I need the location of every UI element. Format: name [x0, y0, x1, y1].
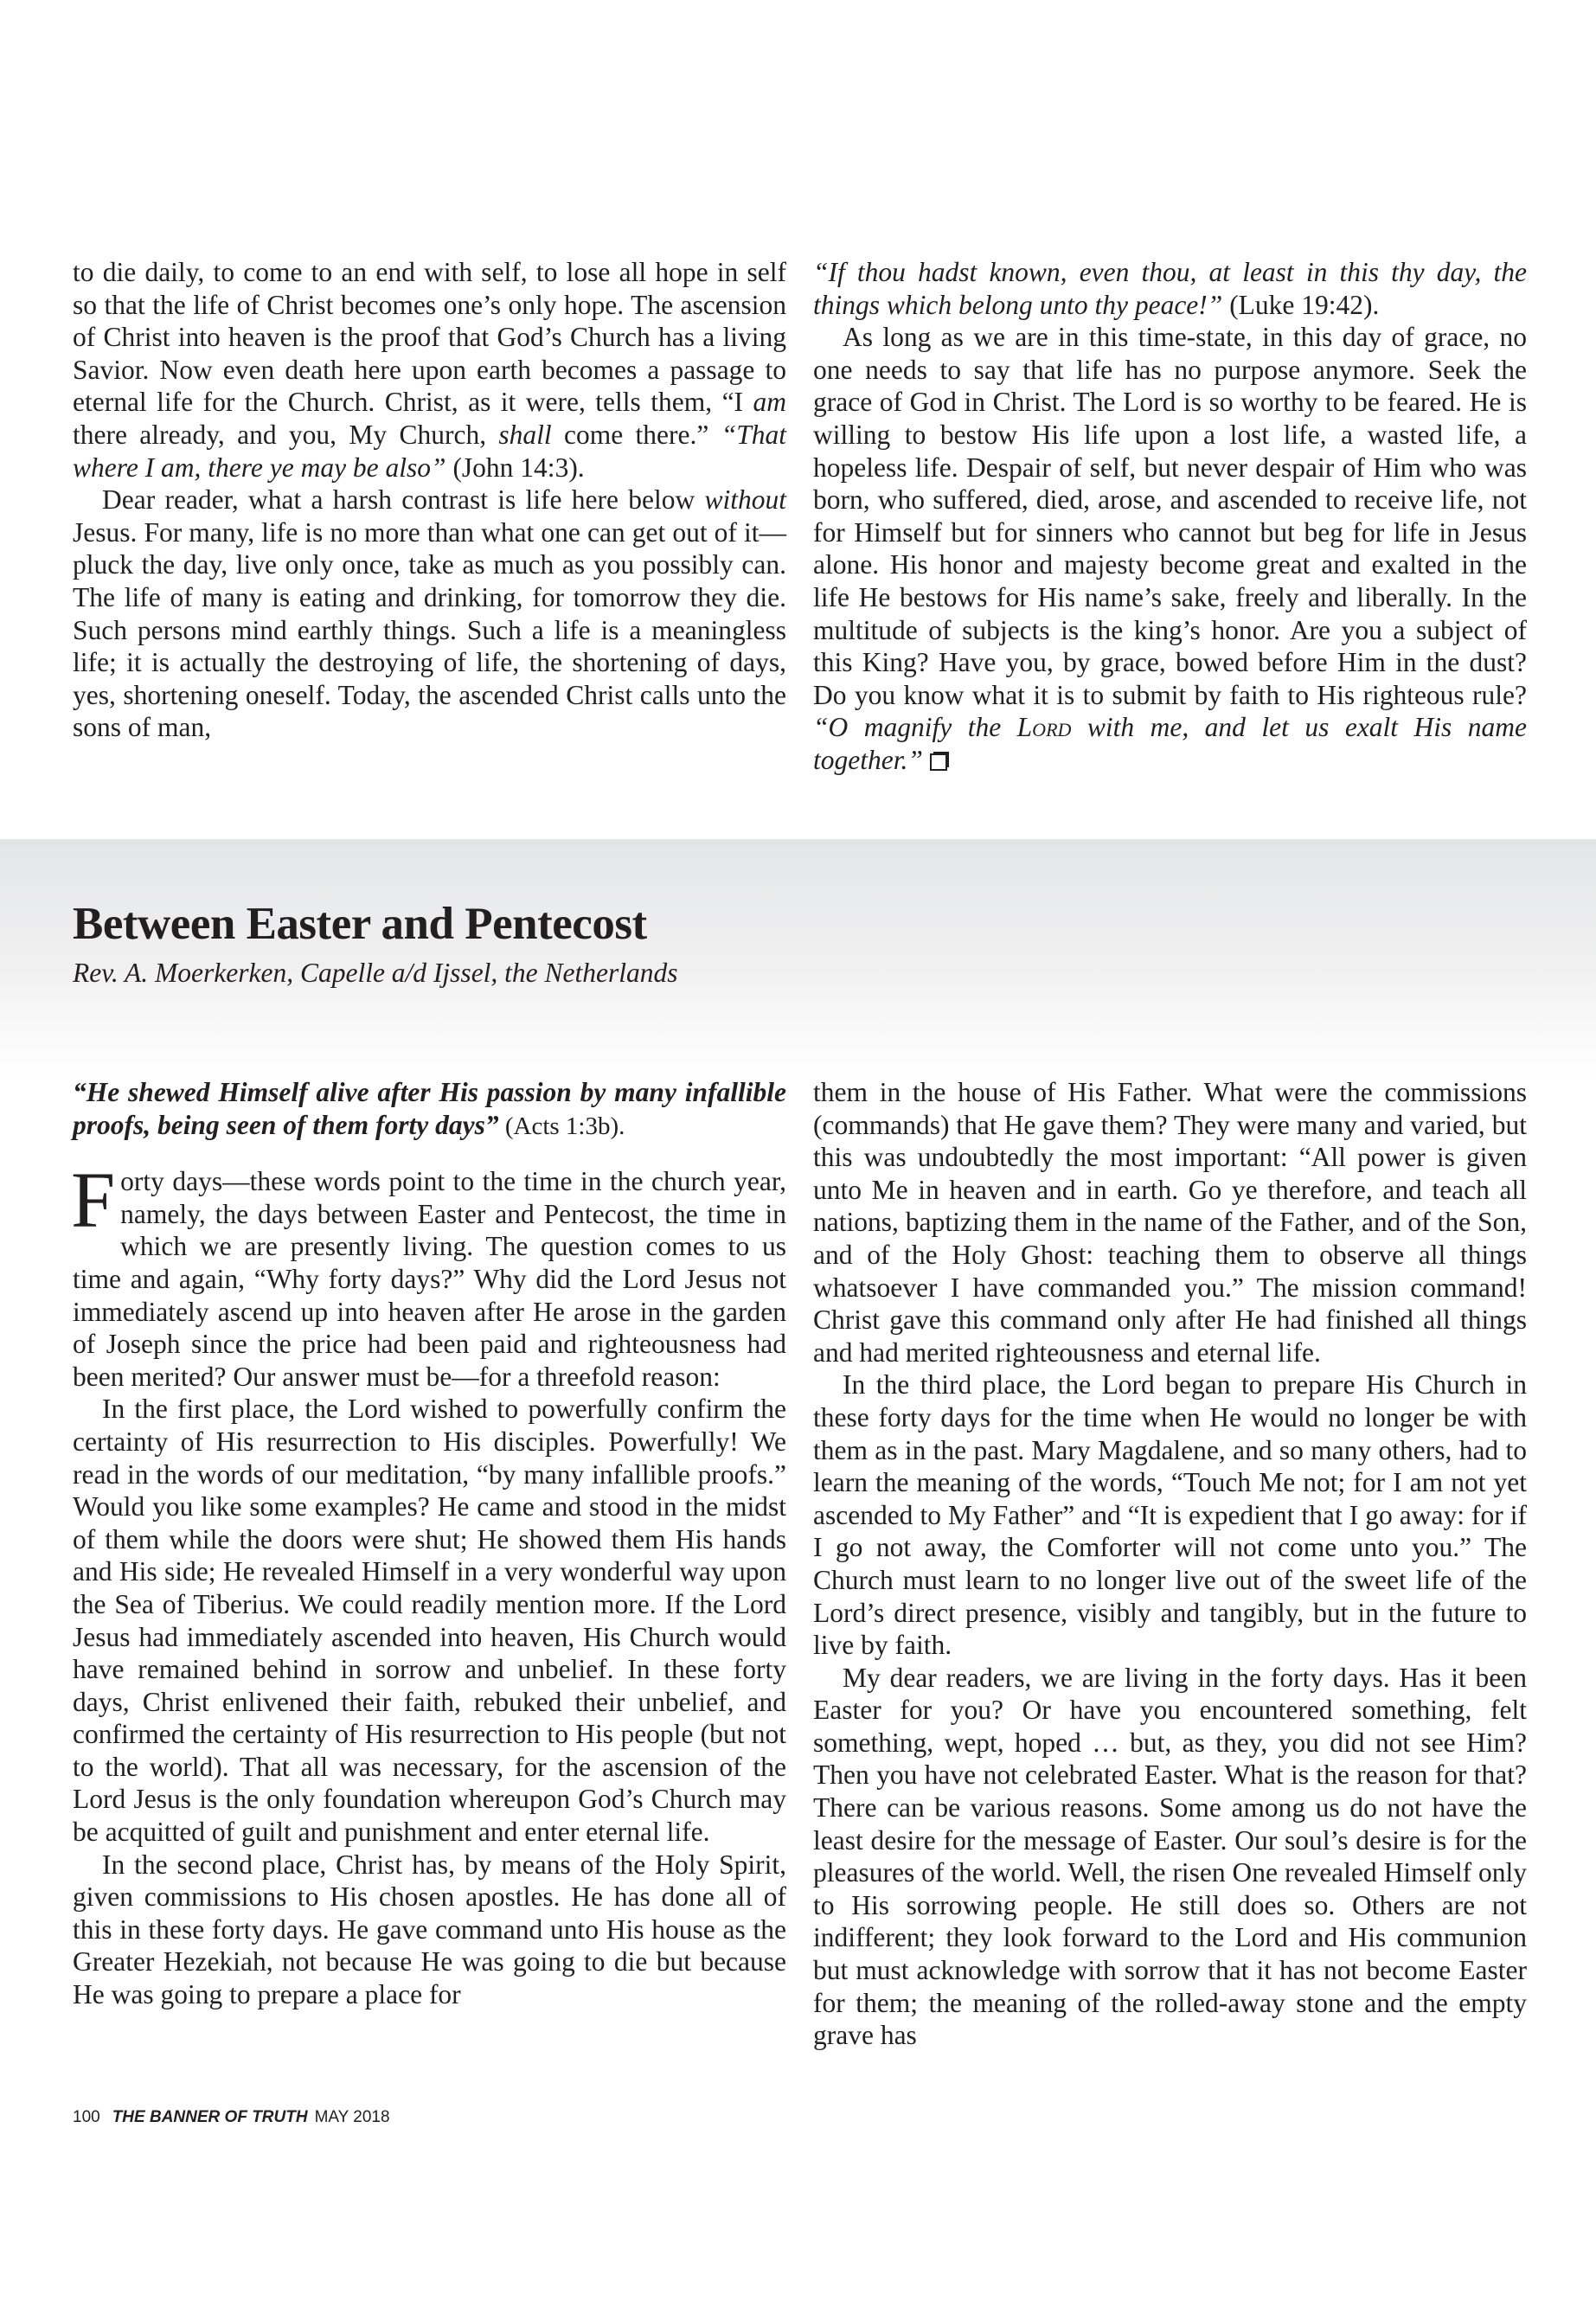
article-byline: Rev. A. Moerkerken, Capelle a/d Ijssel, the Netherlands — [73, 958, 678, 988]
scripture-quote: “If thou hadst known, even thou, at least in this thy day, the things which belong unto thy peace!” (Luke 19:42). — [813, 257, 1527, 320]
paragraph: In the third place, the Lord began to prepare His Church in these forty days for the time when He would no longer be with them as in the past. Mary Magdalene, and so many others, had to learn the meaning of the words, “Touch Me not; for I am not yet ascended to My Father” and “It is expedient that I go away: for if I go not away, the Comforter will not come unto you.” The Church must learn to no longer live out of the sweet life of the Lord’s direct presence, visibly and tangibly, but in the future to live by faith. — [813, 1369, 1527, 1661]
paragraph: to die daily, to come to an end with self, to lose all hope in self so that the life of Christ becomes one’s only hope. The ascension of Christ into heaven is the proof that God’s Church has a living Savior. Now even death here upon earth becomes a passage to eternal life for the Church. Christ, as it were, tells them, “I am there already, and you, My Church, shall come there.” “That where I am, there ye may be also” (John 14:3). — [73, 257, 786, 483]
article-left-column — [73, 1076, 786, 2011]
issue-date: MAY 2018 — [314, 2108, 390, 2126]
epigraph: “He shewed Himself alive after His passion by many infallible proofs, being seen of them forty days” (Acts 1:3b). — [73, 1077, 786, 1140]
previous-article-left-column — [73, 256, 786, 744]
previous-article-right-column — [813, 256, 1527, 777]
page-number: 100 — [73, 2108, 100, 2126]
paragraph: My dear readers, we are living in the forty days. Has it been Easter for you? Or have you encountered something, felt something, wept, hoped … but, as they, you did not see Him? Then you have not celebrated Easter. What is the reason for that? There can be various reasons. Some among us do not have the least desire for the message of Easter. Our soul’s desire is for the pleasures of the world. Well, the risen One revealed Himself only to His sorrowing people. He still does so. Others are not indifferent; they look forward to the Lord and His communion but must acknowledge with sorrow that it has not become Easter for them; the meaning of the rolled-away stone and the empty grave has — [813, 1662, 1527, 2051]
end-of-article-box-icon — [930, 753, 947, 771]
publication-name: THE BANNER OF TRUTH — [112, 2108, 308, 2126]
paragraph: Forty days—these words point to the time in the church year, namely, the days between Easter and Pentecost, the time in which we are presently living. The question comes to us time and again, “Why forty days?” Why did the Lord Jesus not immediately ascend up into heaven after He arose in the garden of Joseph since the price had been paid and righteousness had been merited? Our answer must be—for a threefold reason: — [71, 1156, 786, 1392]
article-title: Between Easter and Pentecost — [73, 899, 647, 949]
article-right-column — [813, 1076, 1527, 2052]
drop-cap: F — [71, 1156, 116, 1245]
page-footer — [73, 2107, 390, 2128]
paragraph: As long as we are in this time-state, in this day of grace, no one needs to say that life has no purpose anymore. Seek the grace of God in Christ. The Lord is so worthy to be feared. He is willing to bestow His life upon a lost life, a wasted life, a hopeless life. Despair of self, but never despair of Him who was born, who suffered, died, arose, and ascended to receive life, not for Himself but for sinners who cannot but beg for life in Jesus alone. His honor and majesty become great and exalted in the life He bestows for His name’s sake, freely and liberally. In the multitude of subjects is the king’s honor. Are you a subject of this King? Have you, by grace, bowed before Him in the dust? Do you know what it is to submit by faith to His righteous rule? “O magnify the Lord with me, and let us exalt His name together.” — [813, 322, 1527, 775]
paragraph: them in the house of His Father. What were the commissions (commands) that He gave them? They were many and varied, but this was undoubtedly the most important: “All power is given unto Me in heaven and in earth. Go ye therefore, and teach all nations, baptizing them in the name of the Father, and of the Son, and of the Holy Ghost: teaching them to observe all things whatsoever I have commanded you.” The mission command! Christ gave this command only after He had finished all things and had merited righteousness and eternal life. — [813, 1077, 1527, 1368]
paragraph: In the second place, Christ has, by means of the Holy Spirit, given commissions to His chosen apostles. He has done all of this in these forty days. He gave command unto His house as the Greater Hezekiah, not because He was going to die but because He was going to prepare a place for — [73, 1849, 786, 2010]
paragraph: Dear reader, what a harsh contrast is life here below without Jesus. For many, life is no more than what one can get out of it—pluck the day, live only once, take as much as you possibly can. The life of many is eating and drinking, for tomorrow they die. Such persons mind earthly things. Such a life is a meaningless life; it is actually the destroying of life, the shortening of days, yes, shortening oneself. Today, the ascended Christ calls unto the sons of man, — [73, 484, 786, 743]
paragraph: In the first place, the Lord wished to powerfully confirm the certainty of His resurrection to His disciples. Powerfully! We read in the words of our meditation, “by many infallible proofs.” Would you like some examples? He came and stood in the midst of them while the doors were shut; He showed them His hands and His side; He revealed Himself in a very wonderful way upon the Sea of Tiberius. We could readily mention more. If the Lord Jesus had immediately ascended into heaven, His Church would have remained behind in sorrow and unbelief. In these forty days, Christ enlivened their faith, rebuked their unbelief, and confirmed the certainty of His resurrection to His people (but not to the world). That all was necessary, for the ascension of the Lord Jesus is the only foundation whereupon God’s Church may be acquitted of guilt and punishment and enter eternal life. — [73, 1394, 786, 1848]
